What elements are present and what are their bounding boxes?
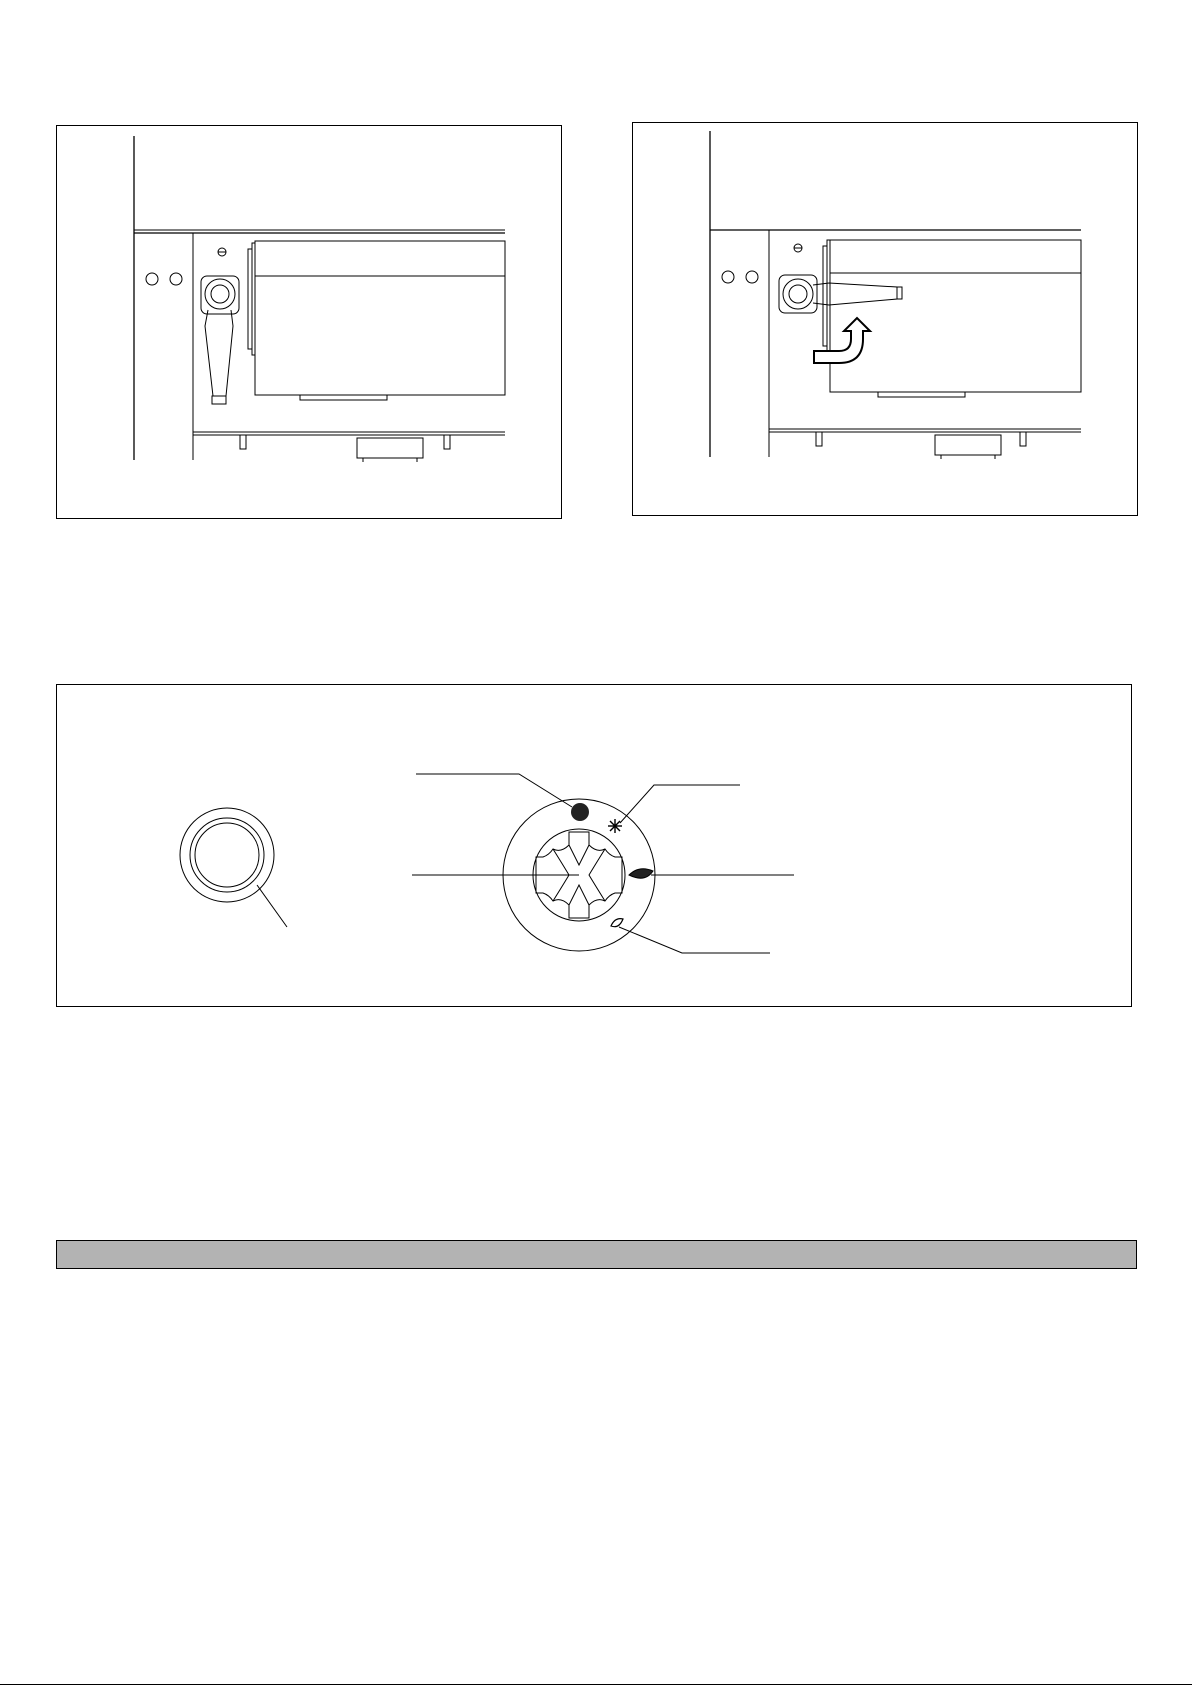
door-handle-icon <box>201 276 239 404</box>
large-flame-icon <box>629 869 653 878</box>
side-hole-icon <box>722 271 734 283</box>
door-handle-closed-figure <box>56 125 562 519</box>
door-handle-open-figure <box>632 122 1138 516</box>
control-panel-figure <box>56 684 1132 1007</box>
leader-line <box>257 885 287 927</box>
control-panel-drawing <box>57 685 1130 1005</box>
side-hole-icon <box>146 273 158 285</box>
indicator-light-icon <box>180 808 274 902</box>
ignition-spark-icon <box>608 819 622 833</box>
section-heading-bar <box>56 1240 1137 1269</box>
rotate-up-arrow-icon <box>814 318 870 363</box>
door-handle-icon <box>779 275 902 313</box>
off-dot-icon <box>571 803 589 821</box>
side-hole-icon <box>170 273 182 285</box>
leader-line <box>620 785 740 823</box>
side-hole-icon <box>746 271 758 283</box>
leader-line <box>619 927 770 953</box>
door-handle-open-drawing <box>633 123 1137 515</box>
door-handle-closed-drawing <box>57 126 561 518</box>
small-flame-icon <box>611 919 623 927</box>
leader-line <box>416 774 572 807</box>
